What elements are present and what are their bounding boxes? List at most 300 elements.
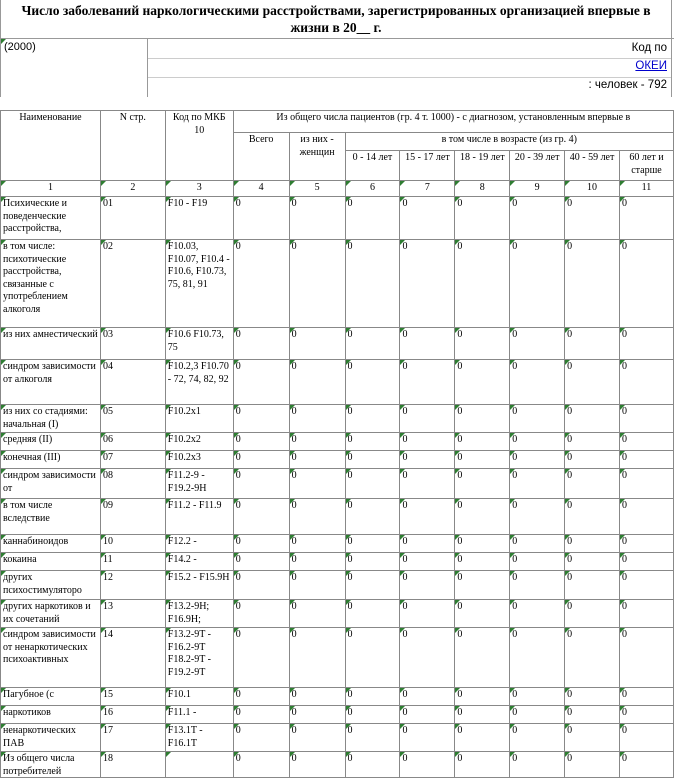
row-icd-code bbox=[165, 499, 233, 535]
row-value[interactable] bbox=[620, 553, 674, 571]
row-value[interactable] bbox=[289, 499, 345, 535]
row-value[interactable] bbox=[510, 405, 565, 433]
row-value[interactable] bbox=[510, 240, 565, 328]
row-value-text: 0 bbox=[622, 470, 627, 481]
row-value-text: 0 bbox=[291, 554, 297, 565]
row-name bbox=[1, 724, 101, 752]
row-icd-code-text: F10.6 F10.73, 75 bbox=[167, 329, 224, 353]
row-value[interactable] bbox=[289, 600, 345, 628]
table-row bbox=[1, 535, 674, 553]
row-value[interactable] bbox=[345, 600, 400, 628]
row-value[interactable] bbox=[289, 724, 345, 752]
row-value[interactable] bbox=[289, 328, 345, 360]
row-value[interactable] bbox=[565, 600, 620, 628]
row-value[interactable] bbox=[565, 724, 620, 752]
row-value[interactable] bbox=[400, 535, 455, 553]
row-icd-code-text: F13.2-9H; F16.9H; bbox=[167, 601, 210, 625]
row-value-text: 0 bbox=[457, 753, 463, 764]
row-value[interactable] bbox=[510, 688, 565, 706]
row-value[interactable] bbox=[510, 197, 565, 240]
row-value-text: 0 bbox=[622, 198, 627, 209]
row-value-text: 0 bbox=[402, 434, 408, 445]
row-value[interactable] bbox=[400, 628, 455, 688]
row-value[interactable] bbox=[510, 600, 565, 628]
row-value[interactable] bbox=[345, 328, 400, 360]
row-value-text: 0 bbox=[457, 536, 463, 547]
row-icd-code bbox=[165, 240, 233, 328]
row-value-text: 0 bbox=[457, 361, 463, 372]
row-name-text: в том числе вследствие bbox=[3, 500, 53, 524]
row-value[interactable] bbox=[400, 469, 455, 499]
col-header-total: Всего bbox=[233, 133, 289, 181]
col-number: 1 bbox=[1, 181, 101, 197]
row-value[interactable] bbox=[233, 433, 289, 451]
row-value-text: 0 bbox=[291, 707, 297, 718]
row-value[interactable] bbox=[289, 571, 345, 600]
row-name bbox=[1, 571, 101, 600]
col-header-age: 18 - 19 лет bbox=[455, 151, 510, 181]
row-value[interactable] bbox=[345, 706, 400, 724]
row-value-text: 0 bbox=[567, 707, 573, 718]
row-value[interactable] bbox=[345, 405, 400, 433]
row-value[interactable] bbox=[620, 328, 674, 360]
row-value[interactable] bbox=[510, 571, 565, 600]
row-value[interactable] bbox=[565, 553, 620, 571]
row-value-text: 0 bbox=[567, 689, 573, 700]
row-value[interactable] bbox=[233, 752, 289, 778]
row-value[interactable] bbox=[455, 571, 510, 600]
row-value[interactable] bbox=[233, 706, 289, 724]
row-value-text: 0 bbox=[235, 198, 241, 209]
row-value-text: 0 bbox=[347, 572, 353, 583]
row-number-text: 04 bbox=[102, 361, 113, 372]
row-value[interactable] bbox=[345, 499, 400, 535]
row-value[interactable] bbox=[345, 724, 400, 752]
row-value-text: 0 bbox=[235, 406, 241, 417]
row-value-text: 0 bbox=[567, 406, 573, 417]
row-value-text: 0 bbox=[622, 689, 627, 700]
table-row bbox=[1, 571, 674, 600]
row-value[interactable] bbox=[510, 451, 565, 469]
row-value-text: 0 bbox=[402, 470, 408, 481]
row-value[interactable] bbox=[620, 451, 674, 469]
row-value[interactable] bbox=[289, 706, 345, 724]
row-value-text: 0 bbox=[347, 452, 353, 463]
row-icd-code bbox=[165, 433, 233, 451]
row-value[interactable] bbox=[400, 405, 455, 433]
row-value-text: 0 bbox=[622, 406, 627, 417]
row-number-text: 13 bbox=[102, 601, 113, 612]
row-value[interactable] bbox=[510, 752, 565, 778]
row-number-text: 12 bbox=[102, 572, 113, 583]
row-value-text: 0 bbox=[512, 470, 518, 481]
row-name-text: средняя (II) bbox=[3, 434, 53, 445]
row-value-text: 0 bbox=[402, 241, 408, 252]
row-name-text: синдром зависимости от ненаркотических психоактивных bbox=[3, 629, 96, 665]
row-value[interactable] bbox=[345, 433, 400, 451]
row-value[interactable] bbox=[455, 706, 510, 724]
row-value[interactable] bbox=[620, 499, 674, 535]
row-value-text: 0 bbox=[457, 689, 463, 700]
col-header-age: 60 лет и старше bbox=[620, 151, 674, 181]
row-value[interactable] bbox=[345, 752, 400, 778]
row-value[interactable] bbox=[565, 469, 620, 499]
row-icd-code bbox=[165, 600, 233, 628]
row-value-text: 0 bbox=[291, 470, 297, 481]
row-value-text: 0 bbox=[622, 500, 627, 511]
col-header-age: 20 - 39 лет bbox=[510, 151, 565, 181]
row-icd-code-text: F13.1T - F16.1T bbox=[167, 725, 203, 749]
row-value-text: 0 bbox=[347, 361, 353, 372]
row-value[interactable] bbox=[565, 240, 620, 328]
col-header-icd: Код по МКБ 10 bbox=[165, 111, 233, 181]
row-value-text: 0 bbox=[622, 434, 627, 445]
row-value[interactable] bbox=[345, 535, 400, 553]
row-value[interactable] bbox=[565, 571, 620, 600]
row-name bbox=[1, 405, 101, 433]
col-header-name: Наименование bbox=[1, 111, 101, 181]
row-value-text: 0 bbox=[347, 629, 353, 640]
row-value[interactable] bbox=[400, 688, 455, 706]
row-number bbox=[100, 600, 165, 628]
row-value-text: 0 bbox=[512, 452, 518, 463]
row-value[interactable] bbox=[620, 197, 674, 240]
row-number-text: 18 bbox=[102, 753, 113, 764]
row-value[interactable] bbox=[400, 360, 455, 405]
table-row bbox=[1, 433, 674, 451]
col-header-age-group: в том числе в возрасте (из гр. 4) bbox=[345, 133, 673, 151]
row-icd-code-text: F12.2 - bbox=[167, 536, 197, 547]
row-value[interactable] bbox=[620, 405, 674, 433]
row-value-text: 0 bbox=[347, 500, 353, 511]
row-value[interactable] bbox=[620, 469, 674, 499]
row-number-text: 06 bbox=[102, 434, 113, 445]
row-value-text: 0 bbox=[402, 198, 408, 209]
row-value[interactable] bbox=[400, 752, 455, 778]
row-value[interactable] bbox=[400, 433, 455, 451]
col-number: 2 bbox=[100, 181, 165, 197]
row-value-text: 0 bbox=[291, 536, 297, 547]
row-value[interactable] bbox=[233, 328, 289, 360]
row-value[interactable] bbox=[455, 752, 510, 778]
row-value-text: 0 bbox=[347, 241, 353, 252]
row-value[interactable] bbox=[510, 706, 565, 724]
table-row bbox=[1, 469, 674, 499]
row-value[interactable] bbox=[345, 553, 400, 571]
row-value[interactable] bbox=[345, 197, 400, 240]
row-value[interactable] bbox=[455, 433, 510, 451]
row-value[interactable] bbox=[620, 360, 674, 405]
row-value[interactable] bbox=[400, 571, 455, 600]
row-number-text: 14 bbox=[102, 629, 113, 640]
row-icd-code bbox=[165, 405, 233, 433]
row-number bbox=[100, 328, 165, 360]
row-number bbox=[100, 499, 165, 535]
row-value[interactable] bbox=[400, 724, 455, 752]
row-value-text: 0 bbox=[457, 452, 463, 463]
row-name-text: других наркотиков и их сочетаний bbox=[3, 601, 91, 625]
row-value[interactable] bbox=[620, 433, 674, 451]
row-value[interactable] bbox=[233, 240, 289, 328]
row-value[interactable] bbox=[289, 469, 345, 499]
row-value[interactable] bbox=[289, 752, 345, 778]
row-number-text: 16 bbox=[102, 707, 113, 718]
table-row bbox=[1, 628, 674, 688]
row-icd-code-text: F13.2-9T - F16.2-9T F18.2-9T - F19.2-9T bbox=[167, 629, 211, 678]
row-value-text: 0 bbox=[512, 689, 518, 700]
row-name bbox=[1, 499, 101, 535]
row-name bbox=[1, 600, 101, 628]
row-value[interactable] bbox=[455, 688, 510, 706]
row-name bbox=[1, 535, 101, 553]
row-icd-code-text: F11.2 - F11.9 bbox=[167, 500, 222, 511]
row-value[interactable] bbox=[233, 451, 289, 469]
row-icd-code bbox=[165, 706, 233, 724]
row-value[interactable] bbox=[620, 628, 674, 688]
row-name bbox=[1, 433, 101, 451]
row-value[interactable] bbox=[455, 600, 510, 628]
table-row bbox=[1, 451, 674, 469]
row-value-text: 0 bbox=[457, 198, 463, 209]
row-value[interactable] bbox=[233, 724, 289, 752]
row-value[interactable] bbox=[289, 451, 345, 469]
row-value[interactable] bbox=[620, 706, 674, 724]
row-value-text: 0 bbox=[622, 536, 627, 547]
row-number bbox=[100, 405, 165, 433]
row-value[interactable] bbox=[233, 360, 289, 405]
row-value[interactable] bbox=[345, 451, 400, 469]
row-value[interactable] bbox=[345, 240, 400, 328]
row-value[interactable] bbox=[565, 628, 620, 688]
row-value-text: 0 bbox=[235, 689, 241, 700]
row-value[interactable] bbox=[289, 240, 345, 328]
row-icd-code bbox=[165, 724, 233, 752]
table-row bbox=[1, 724, 674, 752]
row-value[interactable] bbox=[455, 628, 510, 688]
row-value[interactable] bbox=[455, 328, 510, 360]
row-value-text: 0 bbox=[512, 629, 518, 640]
row-value-text: 0 bbox=[235, 329, 241, 340]
row-number bbox=[100, 752, 165, 778]
row-value-text: 0 bbox=[347, 470, 353, 481]
row-name-text: синдром зависимости от алкоголя bbox=[3, 361, 96, 385]
row-value[interactable] bbox=[289, 360, 345, 405]
row-value[interactable] bbox=[565, 197, 620, 240]
row-value[interactable] bbox=[455, 451, 510, 469]
row-number-text: 17 bbox=[102, 725, 113, 736]
row-value[interactable] bbox=[455, 724, 510, 752]
row-value-text: 0 bbox=[512, 601, 518, 612]
row-name-text: из них амнестический bbox=[3, 329, 98, 340]
row-value[interactable] bbox=[565, 535, 620, 553]
row-value[interactable] bbox=[620, 600, 674, 628]
row-value[interactable] bbox=[400, 499, 455, 535]
row-value[interactable] bbox=[233, 535, 289, 553]
row-value[interactable] bbox=[455, 197, 510, 240]
row-value[interactable] bbox=[620, 688, 674, 706]
row-value[interactable] bbox=[455, 499, 510, 535]
row-value[interactable] bbox=[510, 433, 565, 451]
row-value[interactable] bbox=[233, 499, 289, 535]
row-icd-code bbox=[165, 628, 233, 688]
unit-label: : человек - 792 bbox=[588, 79, 667, 91]
row-value-text: 0 bbox=[457, 707, 463, 718]
row-value-text: 0 bbox=[512, 329, 518, 340]
row-value-text: 0 bbox=[567, 725, 573, 736]
row-value-text: 0 bbox=[347, 601, 353, 612]
row-value[interactable] bbox=[620, 535, 674, 553]
row-value[interactable] bbox=[400, 553, 455, 571]
table-row bbox=[1, 499, 674, 535]
row-value[interactable] bbox=[565, 433, 620, 451]
row-value[interactable] bbox=[455, 405, 510, 433]
row-value[interactable] bbox=[289, 535, 345, 553]
row-value[interactable] bbox=[289, 197, 345, 240]
row-number bbox=[100, 451, 165, 469]
row-value[interactable] bbox=[620, 571, 674, 600]
row-value[interactable] bbox=[565, 706, 620, 724]
row-number-text: 01 bbox=[102, 198, 113, 209]
row-value-text: 0 bbox=[291, 361, 297, 372]
row-value[interactable] bbox=[565, 405, 620, 433]
row-value[interactable] bbox=[620, 752, 674, 778]
table-row bbox=[1, 706, 674, 724]
row-value[interactable] bbox=[565, 328, 620, 360]
row-value[interactable] bbox=[510, 360, 565, 405]
row-value[interactable] bbox=[289, 405, 345, 433]
row-value-text: 0 bbox=[347, 434, 353, 445]
row-value[interactable] bbox=[510, 469, 565, 499]
row-value-text: 0 bbox=[235, 572, 241, 583]
row-value[interactable] bbox=[510, 724, 565, 752]
row-value-text: 0 bbox=[457, 629, 463, 640]
row-name-text: в том числе: психотические расстройства, связанные с употреблением алкоголя bbox=[3, 241, 68, 315]
row-value[interactable] bbox=[233, 688, 289, 706]
col-header-age: 0 - 14 лет bbox=[345, 151, 400, 181]
row-value[interactable] bbox=[345, 469, 400, 499]
row-icd-code-text: F10.2,3 F10.70 - 72, 74, 82, 92 bbox=[167, 361, 229, 385]
row-value[interactable] bbox=[400, 328, 455, 360]
row-value[interactable] bbox=[289, 688, 345, 706]
row-value-text: 0 bbox=[457, 500, 463, 511]
row-icd-code bbox=[165, 688, 233, 706]
row-value[interactable] bbox=[345, 571, 400, 600]
row-value-text: 0 bbox=[622, 241, 627, 252]
row-value-text: 0 bbox=[622, 572, 627, 583]
row-value[interactable] bbox=[455, 553, 510, 571]
row-value[interactable] bbox=[510, 553, 565, 571]
row-value[interactable] bbox=[289, 433, 345, 451]
row-value[interactable] bbox=[345, 628, 400, 688]
row-value-text: 0 bbox=[622, 725, 627, 736]
row-value[interactable] bbox=[565, 688, 620, 706]
row-value[interactable] bbox=[565, 499, 620, 535]
col-header-row-no: N стр. bbox=[100, 111, 165, 181]
row-value[interactable] bbox=[233, 553, 289, 571]
row-value[interactable] bbox=[233, 405, 289, 433]
row-value-text: 0 bbox=[291, 500, 297, 511]
row-value-text: 0 bbox=[402, 361, 408, 372]
row-icd-code bbox=[165, 535, 233, 553]
row-name-text: ненаркотических ПАВ bbox=[3, 725, 76, 749]
row-value[interactable] bbox=[620, 240, 674, 328]
row-value-text: 0 bbox=[291, 753, 297, 764]
row-value[interactable] bbox=[510, 328, 565, 360]
row-value[interactable] bbox=[345, 360, 400, 405]
row-value[interactable] bbox=[233, 571, 289, 600]
row-value[interactable] bbox=[400, 197, 455, 240]
row-value[interactable] bbox=[620, 724, 674, 752]
row-number bbox=[100, 197, 165, 240]
row-icd-code-text: F10.03, F10.07, F10.4 - F10.6, F10.73, 75, 81, 91 bbox=[167, 241, 230, 290]
row-value[interactable] bbox=[289, 553, 345, 571]
row-value-text: 0 bbox=[235, 434, 241, 445]
row-value-text: 0 bbox=[347, 329, 353, 340]
row-value-text: 0 bbox=[402, 707, 408, 718]
row-value[interactable] bbox=[510, 628, 565, 688]
okei-link[interactable]: ОКЕИ bbox=[635, 60, 667, 72]
row-value[interactable] bbox=[455, 240, 510, 328]
row-value-text: 0 bbox=[291, 452, 297, 463]
row-number-text: 07 bbox=[102, 452, 113, 463]
row-value[interactable] bbox=[455, 469, 510, 499]
row-value-text: 0 bbox=[512, 198, 518, 209]
row-value[interactable] bbox=[400, 600, 455, 628]
row-name-text: кокаина bbox=[3, 554, 37, 565]
row-value[interactable] bbox=[400, 451, 455, 469]
row-value-text: 0 bbox=[347, 707, 353, 718]
row-value-text: 0 bbox=[402, 536, 408, 547]
row-value-text: 0 bbox=[291, 689, 297, 700]
table-row bbox=[1, 328, 674, 360]
row-number bbox=[100, 571, 165, 600]
row-value[interactable] bbox=[233, 600, 289, 628]
row-value[interactable] bbox=[565, 451, 620, 469]
row-value[interactable] bbox=[233, 469, 289, 499]
row-value-text: 0 bbox=[567, 554, 573, 565]
table-row bbox=[1, 405, 674, 433]
row-icd-code bbox=[165, 571, 233, 600]
row-value[interactable] bbox=[400, 240, 455, 328]
row-number bbox=[100, 553, 165, 571]
row-value-text: 0 bbox=[512, 572, 518, 583]
row-icd-code-text: F14.2 - bbox=[167, 554, 197, 565]
row-value-text: 0 bbox=[457, 434, 463, 445]
col-number: 9 bbox=[510, 181, 565, 197]
row-value[interactable] bbox=[455, 360, 510, 405]
table-row bbox=[1, 360, 674, 405]
row-value-text: 0 bbox=[512, 241, 518, 252]
row-value[interactable] bbox=[345, 688, 400, 706]
row-name bbox=[1, 451, 101, 469]
row-name-text: Психические и поведенческие расстройства, bbox=[3, 198, 68, 234]
row-name-text: Пагубное (с bbox=[3, 689, 54, 700]
row-value[interactable] bbox=[455, 535, 510, 553]
row-value[interactable] bbox=[233, 197, 289, 240]
row-name-text: синдром зависимости от bbox=[3, 470, 96, 494]
row-icd-code-text: F10 - F19 bbox=[167, 198, 208, 209]
row-value[interactable] bbox=[565, 360, 620, 405]
row-value[interactable] bbox=[400, 706, 455, 724]
row-value[interactable] bbox=[233, 628, 289, 688]
row-value[interactable] bbox=[510, 499, 565, 535]
row-value-text: 0 bbox=[402, 329, 408, 340]
table-row bbox=[1, 688, 674, 706]
row-value-text: 0 bbox=[291, 601, 297, 612]
row-value[interactable] bbox=[289, 628, 345, 688]
row-value[interactable] bbox=[565, 752, 620, 778]
row-value[interactable] bbox=[510, 535, 565, 553]
